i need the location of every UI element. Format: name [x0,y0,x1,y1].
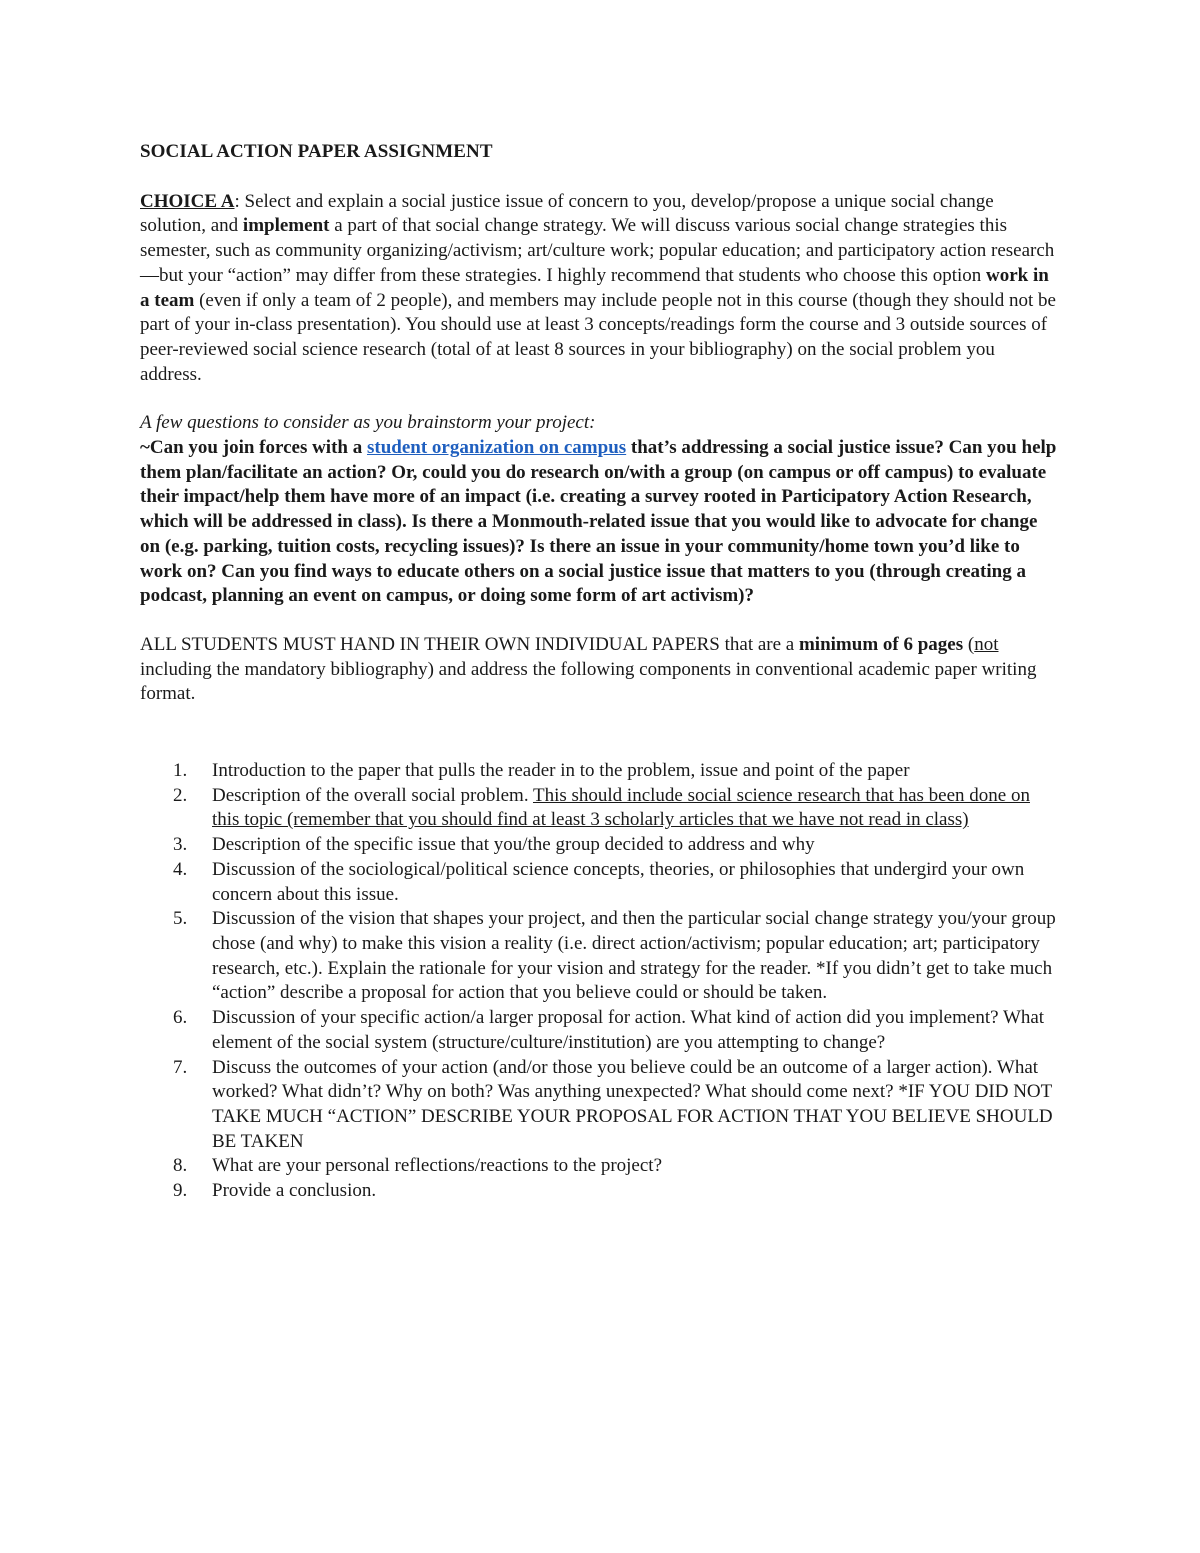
questions-pre: ~Can you join forces with a [140,437,367,459]
list-number: 9. [173,1180,188,1202]
choice-a-label: CHOICE A [140,190,235,212]
not-underlined: not [974,633,999,655]
list-text: Provide a conclusion. [212,1180,377,1202]
page-title: SOCIAL ACTION PAPER ASSIGNMENT [140,141,493,162]
choice-a-colon: : [234,190,240,212]
choice-a-text-2: a part of that social change strategy. We will discuss various social change strategies this semester, such as community organizing/activism; art/culture work; popular education; and participatory action research—but your “action” may differ from these strategies. I highly recommend that students who choose this option [140,215,1055,286]
components-list [140,759,1060,1204]
list-item [140,833,1060,858]
list-text: Discussion of the vision that shapes your project, and then the particular social change strategy you/your group chose (and why) to make this vision a reality (i.e. direct action/activism; popular education; art; participatory research, etc.). Explain the rationale for your vision and strategy for the reader. *If you didn’t get to take much “action” describe a proposal for action that you believe could or should be taken. [212,908,1056,1004]
list-number: 7. [173,1056,188,1078]
questions-paragraph [140,436,1060,609]
list-text: Discussion of your specific action/a larger proposal for action. What kind of action did you implement? What element of the social system (structure/culture/institution) are you attempting to change? [212,1007,1045,1053]
all-students-text-3: including the mandatory bibliography) and address the following components in conventional academic paper writing format. [140,658,1037,705]
list-item [140,784,1060,833]
list-text: Description of the specific issue that you/the group decided to address and why [212,834,815,856]
list-item [140,1056,1060,1155]
list-text: What are your personal reflections/reactions to the project? [212,1155,662,1177]
list-number: 6. [173,1007,188,1029]
document-body [140,140,1060,1204]
choice-a-text-1: Select and explain a social justice issue of concern to you, develop/propose a unique social change solution, and [140,190,994,237]
list-text: Discussion of the sociological/political science concepts, theories, or philosophies that undergird your own concern about this issue. [212,858,1025,905]
all-students-paragraph [140,633,1060,707]
student-organization-link[interactable]: student organization on campus [366,437,627,459]
implement-emphasis: implement [242,215,330,237]
list-item [140,1179,1060,1204]
list-number: 3. [173,834,188,856]
choice-a-paragraph [140,190,1060,388]
list-number: 5. [173,908,188,930]
list-number: 4. [173,858,188,880]
list-text-underlined: This should include social science research that has been done on this topic (remember that you should find at least 3 scholarly articles that we have not read in class) [212,784,1030,831]
list-text: Discuss the outcomes of your action (and/or those you believe could be an outcome of a larger action). What worked? What didn’t? Why on both? Was anything unexpected? What should come next? *IF YOU DID NOT TAKE MUCH “ACTION” DESCRIBE YOUR PROPOSAL FOR ACTION THAT YOU BELIEVE SHOULD BE TAKEN [212,1056,1053,1152]
list-item [140,858,1060,907]
list-item [140,1006,1060,1055]
questions-intro: A few questions to consider as you brainstorm your project: [140,412,596,434]
list-number: 1. [173,760,188,782]
list-number: 2. [173,784,188,806]
all-students-text-1: ALL STUDENTS MUST HAND IN THEIR OWN INDIVIDUAL PAPERS that are a [140,633,799,655]
list-text: Introduction to the paper that pulls the reader in to the problem, issue and point of the paper [212,760,910,782]
choice-a-text-3: (even if only a team of 2 people), and members may include people not in this course (though they should not be part of your in-class presentation). You should use at least 3 concepts/readings form the course and 3 outside sources of peer-reviewed social science research (total of at least 8 sources in your bibliography) on the social problem you address. [140,289,1056,385]
list-number: 8. [173,1155,188,1177]
minimum-pages-emphasis: minimum of 6 pages [798,633,964,655]
work-in-team-emphasis: work in a team [140,264,1049,311]
list-text: Description of the overall social problem. [212,784,533,806]
all-students-text-2: ( [963,633,975,655]
questions-post: that’s addressing a social justice issue? Can you help them plan/facilitate an action? Or, could you do research on/with a group (on campus or off campus) to evaluate their impact/help them have more of an impact (i.e. creating a survey rooted in Participatory Action Research, which will be addressed in class). Is there a Monmouth-related issue that you would like to advocate for change on (e.g. parking, tuition costs, recycling issues)? Is there an issue in your community/home town you’d like to work on? Can you find ways to educate others on a social justice issue that matters to you (through creating a podcast, planning an event on campus, or doing some form of art activism)? [140,437,1057,607]
list-item [140,759,1060,784]
list-item [140,907,1060,1006]
list-item [140,1154,1060,1179]
